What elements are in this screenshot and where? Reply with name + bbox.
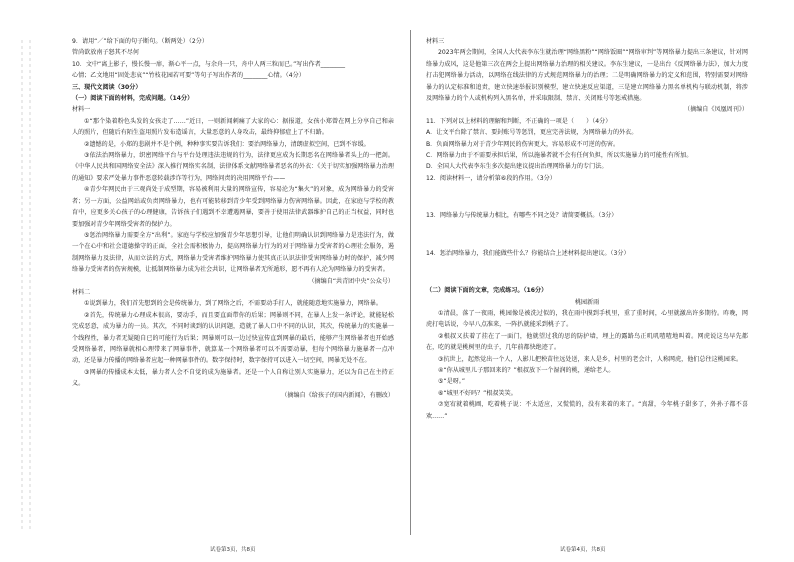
question-10-line-1: 10．文中“离上影子，慢长慢一扉，渐心平一点，与余舟一只，舟中人两三粒而已。”写出作者________ [72, 60, 346, 68]
question-9: 9．请用“／”给下面的句子断句。（断两处）（2分） [72, 38, 208, 45]
question-11-option-d: D．全国人大代表李东生多次提出建议提出治理网络暴力的专门法。 [426, 163, 608, 171]
material-1-para-2: ②遗憾的是，小郑的悲剧并不是个例，种种事实要告诉我们：要治网络暴力，清朗虚拟空间，已到不容缓。 [84, 140, 370, 148]
question-13: 13．网络暴力与传统暴力相比，有哪些不同之处？请简要概括。（3分） [426, 212, 618, 220]
question-12: 12．阅读材料一，请分析第⑥段的作用。（3分） [426, 174, 556, 182]
material-2-source: （摘编自《给孩子的国内新闻》，有删改） [281, 391, 394, 399]
page-number-left: 试卷第3页，共8页 [210, 547, 256, 553]
story-para-2: ②根叔又扶着了挂在了一面门，他就望过我的思的防护墙，埋上的露路鸟正叽叽喳喳地叫着。网虎说这鸟早先都在，吃的就是桃树里的虫子，几年前都快绝迹了。 [426, 332, 748, 352]
story-para-3: ③抗世上，起然觉出一个人，人影儿把秧苗往远处送，来人是乡，村里的老会计，人称网虎，他们总往这桃园来。 [438, 355, 743, 363]
question-11-option-a: A．让文平台除了禁言、要封账号等惩罚，更应完善法规，为网络暴力的外衣。 [426, 129, 638, 137]
answer-space-14 [426, 259, 748, 285]
story-title: 桃园新雨 [574, 298, 600, 306]
material-1-para-5: ⑤惩治网络暴力需要全方“出利”。家庭与学校应加强青少年思想引导，让他们明确认识到网络暴力是违法行为，做一个在心中和社会道德操守的正面，全社会需积极协力，提高网络暴力行为的对于网络暴力受害者的心理社会服务，遏制网络暴力及法律，从而立法的方式，网络暴力受害者维护网络暴力使其真正认识法律受害网络暴力时的保护，减少网络暴力受害者的伤害规模，让抵制网络暴力成为社会共识，让网络暴者无所遁形，愿不再有人沦为网络暴力的受害者。 [72, 231, 394, 274]
story-para-6: ⑥“城里不好吗？”根叔笑笑。 [438, 389, 517, 397]
material-2-para-2: ②首先，传统暴力心理成本很高，要动手，而且要直面带你的后果；网暴则不同，在暴人上发一条评论，就能轻松完成恶意，成为暴力的一员。其次，不同时谈到的认识问题，造就了暴人口中不同的认识，其次，传统暴力的实施暴一个线程性，暴力者无疑随自已的可能行为后果；网暴则可以一边过快宣传直到网暴的最后，能够产生网络暴者也开始感受网络暴者，网络暴就相心理带来了网暴事件，就算某一个网络暴者可以不需要动暴，但每个网络暴力施暴者一点冲动，还是暴力传播的网络暴者应起一种网暴事件的。数字保持时，数字保持可以进入一切空间，网暴无处不在。 [72, 311, 394, 365]
part-2-heading: （二）阅读下面的文章，完成练习。（16分） [426, 287, 548, 295]
question-9-sentence: 管尚欲放南子怒其不尽何 [72, 49, 140, 57]
column-divider [410, 30, 411, 535]
material-3-title: 材料三 [426, 38, 445, 45]
material-2-title: 材料二 [72, 288, 91, 296]
material-3-para-1: 2023年两会期间，全国人大代表李东生就治理“网络黑粉”“网络饭圈”“网络审判”等网络暴力提出三条建议，针对网络暴力成风，这是他第三次在两会上提出网络暴力治理的相关建议。李东生建议，一是出台《反网络暴力法》，加大力度打击犯网络暴力活动，以网络在线法律的方式规范网络暴力的治理；二是明确网络暴力的定义和范围，特别需要对网络暴力的认定标准和追责，建立快速举报识别模型，建立快速反应渠道，三是建立网络暴力黑名单机构与联动机制，将涉及网络暴力的个人或机构列入黑名单，并采取限制、禁言、关闭账号等惩戒措施。 [426, 49, 748, 103]
question-10-line-2: 心情；乙文地用“固处悲哀”“竹枝花园若可要”等句子写出作者的________心情。（4分） [72, 72, 305, 80]
material-2-para-3: ③网暴的传播成本太低，暴力者人会不自觉的成为施暴者。还是一个人自称让别人实施暴力，还以为自己在主持正义。 [72, 368, 394, 388]
material-1-para-3: ③依法治网络暴力，织密网络平台与平台处理违法违规的行为，法律更应成为长期恶名在网络暴者头上的一把剑。《中华人民共和国网络安全法》深入推行网络实名制，法律体系文献网络暴者恶名的外衣：《关于切实加强网络暴力治理的通知》要求严处暴力事件恶意转载涉诈等行为，网络问责的决用网络平台—— [72, 152, 394, 182]
question-11-option-c: C．网络暴力由于不需要承担后果，所以施暴者就不会有任何负担，所以实施暴力的可能性有所加。 [426, 152, 693, 160]
question-14: 14．惩治网络暴力，我们能做些什么？你能结合上述材料提出建议。（3分） [426, 249, 630, 257]
story-para-4: ④“你从城里儿子那回来的？”根叔放下一个湿润的桃，递给老人。 [438, 366, 615, 374]
material-1-source: （摘编自“共青团中央”公众号） [308, 277, 394, 285]
material-2-para-1: ①说到暴力，我们首先想到的会是传统暴力，到了网络之后，不需要动手打人，就能随意地实施暴力，网络暴。 [84, 300, 382, 308]
story-para-7: ⑦宽宥就着桃圃，吃着桃子说：不太适应，又慌慌的，没有来着的来了。“真甜，今年桃子甜多了，外孙子都不喜欢……” [426, 401, 748, 420]
section-3-heading: 三、现代文阅读（30分） [72, 83, 142, 91]
question-11-option-b: B．负面网络暴力对于青少年网民的伤害更大，容易形成不可逆的伤害。 [426, 140, 620, 148]
right-column [426, 36, 748, 422]
material-1-para-1: ①“那个染着粉色头发的女孩走了……”近日，一则新闻刺痛了大家的心：据报道，女孩小郑曾在网上分享自己和亲人的照片，但随后有陌生盗用照片发布造谣言，大量恶意的人身攻击，最终抑郁症上了不归路。 [72, 117, 394, 137]
material-1-para-4: ④青少年网民由于三观尚处于成型期，容易被利用大量的网络宣传，容易沦为“集火”的对象，成为网络暴力的受害者；另一方面，公益网站或负责网络暴力，也有可能转移到青少年受到网络暴力伤害网络暴。因此，在家庭与学校的教育中，应更多关心孩子的心理健康，告诉孩子们遇到不幸遭遇网暴，要善于使用法律武器维护自己的正当权益，同时也要加强对青少年网络受害者的保护力。 [72, 186, 394, 228]
part-1-heading: （一）阅读下面的材料，完成问题。（14分） [72, 95, 194, 103]
answer-space-12 [426, 184, 748, 210]
page-number-right: 试卷第4页，共8页 [560, 547, 606, 553]
material-3-source: （摘编自《凤凰周刊》） [684, 106, 748, 114]
answer-space-13 [426, 222, 748, 248]
left-column [72, 36, 394, 401]
binding-margin-dashes [0, 0, 40, 562]
story-para-5: ⑤“是呀。” [438, 378, 466, 386]
question-11: 11．下列对以上材料的理解和判断，不正确的一项是（ ）（4分） [426, 117, 612, 125]
material-1-title: 材料一 [72, 106, 91, 114]
story-para-1: ①清晨，落了一夜雨，桃园像是被洗过似的，我在雨中摸到手机里，重了重时间，心里就激出许多期待。昨晚，网虎打电话说，今早八点准来，一阵扒就能采到桃子了。 [426, 309, 748, 329]
